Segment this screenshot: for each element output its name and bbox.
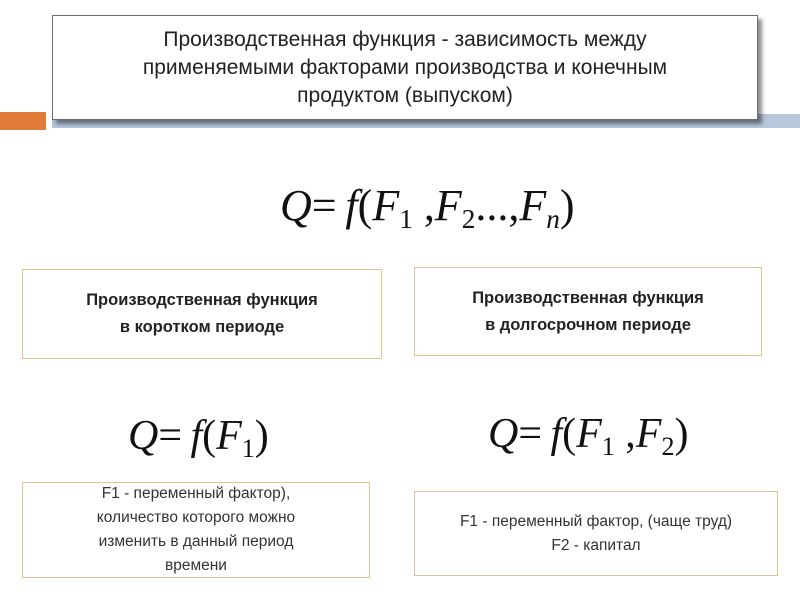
long-period-note-line-2: F2 - капитал — [551, 536, 641, 554]
general-production-function-formula: $Q= f(F_1$ $,F_2...,F_n$) — [280, 181, 575, 235]
title-line-2: применяемыми факторами производства и конечным — [142, 55, 668, 79]
long-period-heading-line-2: в долгосрочном периоде — [485, 315, 691, 334]
definition-title-box — [52, 15, 758, 120]
short-period-heading-line-2: в коротком периоде — [119, 318, 285, 336]
long-period-note-line-1: F1 - переменный фактор, (чаще труд) — [459, 512, 733, 530]
short-period-note-line-2: количество которого можно — [96, 509, 296, 526]
long-period-note-box — [414, 491, 778, 576]
orange-accent-bar — [0, 112, 46, 130]
long-period-formula: $Q= f(F_1$ $,F_2$) — [488, 411, 689, 461]
short-period-note-line-3: изменить в данный период — [98, 533, 294, 550]
short-period-heading-box — [22, 269, 382, 359]
short-period-note-box — [22, 482, 370, 578]
long-period-heading-box — [414, 267, 762, 356]
short-period-note-line-4: времени — [165, 557, 227, 574]
short-period-formula: $Q= f(F_1)$ — [128, 413, 269, 463]
long-period-heading-line-1: Производственная функция — [472, 288, 704, 307]
title-line-1: Производственная функция - зависимость между — [163, 27, 647, 51]
title-line-3: продуктом (выпуском) — [297, 83, 513, 107]
short-period-heading-line-1: Производственная функция — [86, 291, 318, 309]
short-period-note-line-1: F1 - переменный фактор), — [101, 485, 291, 502]
